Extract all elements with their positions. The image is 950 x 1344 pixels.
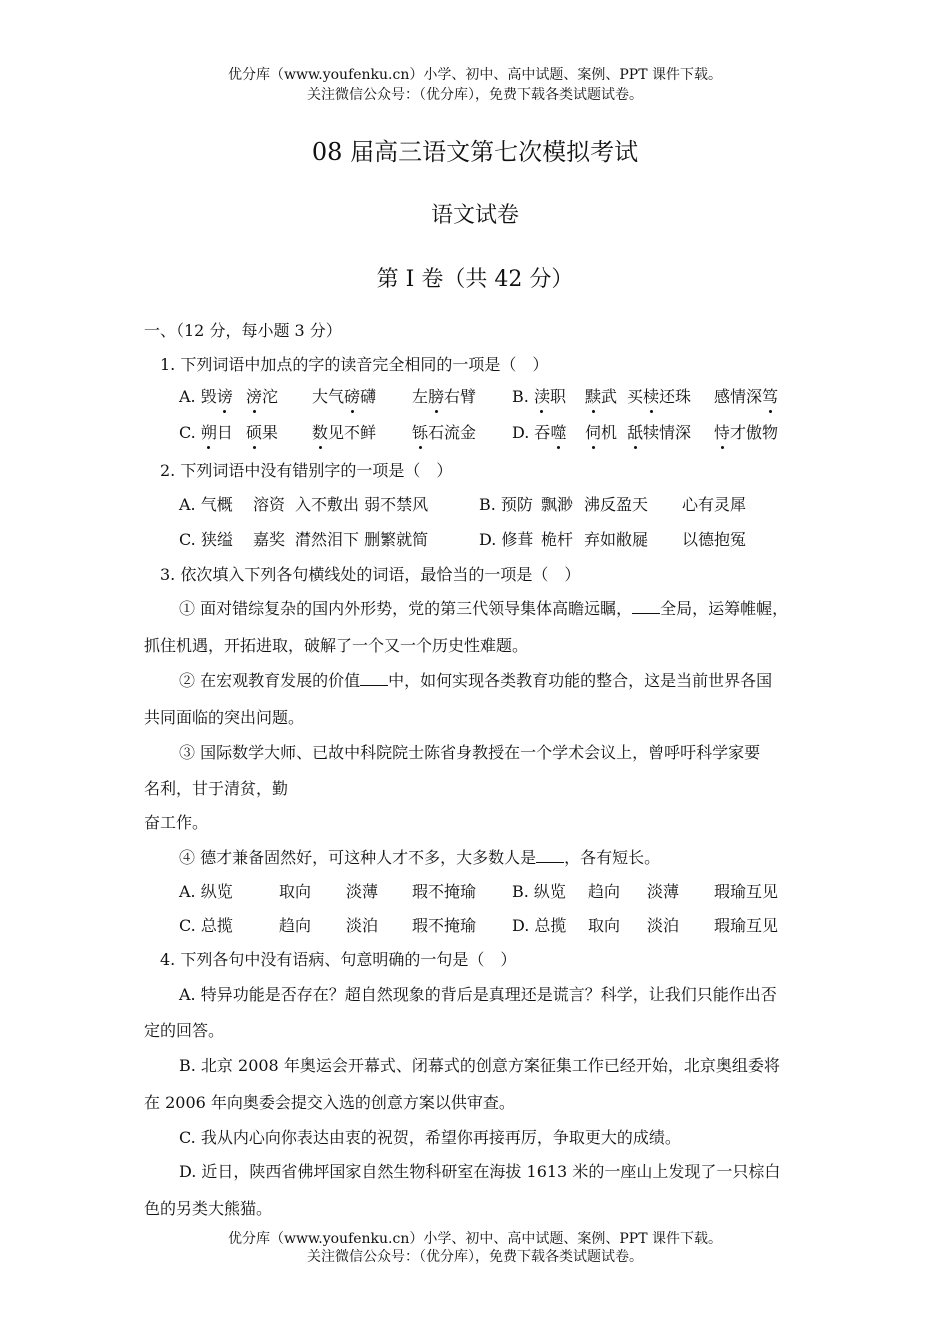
q3-option-a-word4: 瑕不掩瑜: [412, 882, 477, 901]
footer-line-1: 优分库（www.youfenku.cn）小学、初中、高中试题、案例、PPT 课件下载。: [227, 1231, 722, 1247]
q2-option-b-word2: 飘渺: [541, 495, 574, 514]
q3-option-b-word3: 淡薄: [647, 882, 680, 901]
q4-option-d-cont: 色的另类大熊猫。: [144, 1199, 273, 1218]
q2-option-a-word1: A. 气概: [179, 495, 233, 514]
q1-option-b-word2: 黩武: [585, 384, 617, 407]
q2-option-d-word2: 桅杆: [541, 530, 574, 549]
q1-option-a-word3: 大气磅礴: [312, 384, 376, 407]
q3-sentence-1: ① 面对错综复杂的国内外形势，党的第三代领导集体高瞻远瞩， 全局，运筹帷幄，: [179, 599, 789, 618]
q3-sentence-2-cont: 共同面临的突出问题。: [144, 708, 305, 727]
q3-option-c-word1: C. 总揽: [179, 916, 233, 935]
q4-option-b: B. 北京 2008 年奥运会开幕式、闭幕式的创意方案征集工作已经开始，北京奥组委将: [179, 1056, 780, 1075]
q3-option-d-word2: 取向: [588, 916, 621, 935]
q3-option-d-word3: 淡泊: [647, 916, 680, 935]
q4-option-c: C. 我从内心向你表达由衷的祝贺，希望你再接再厉，争取更大的成绩。: [179, 1128, 681, 1147]
q2-option-b-word3: 沸反盈天: [584, 495, 649, 514]
q2-option-d-word1: D. 修葺: [479, 530, 534, 549]
q2-option-c-word1: C. 狭缢: [179, 530, 233, 549]
q2-option-c-word3: 潸然泪下 删繁就简: [295, 530, 429, 549]
q3-sentence-4: ④ 德才兼备固然好，可这种人才不多，大多数人是 ，各有短长。: [179, 848, 661, 867]
q2-option-d-word3: 弃如敝屣: [584, 530, 649, 549]
volume-title: 第 I 卷（共 42 分）: [376, 267, 574, 292]
q2-option-b-word4: 心有灵犀: [682, 495, 747, 514]
q4-option-d: D. 近日，陕西省佛坪国家自然生物科研室在海拔 1613 米的一座山上发现了一只棕白: [179, 1162, 781, 1181]
q3-option-c-word2: 趋向: [279, 916, 312, 935]
q1-option-d-word3: 舐犊情深: [627, 420, 691, 443]
q1-option-b-word1: B. 渎职: [512, 384, 566, 407]
q1-option-b-word3: 买椟还珠: [627, 384, 691, 407]
q3-sentence-3-cont2: 奋工作。: [144, 813, 209, 832]
q2-option-b-word1: B. 预防: [479, 495, 533, 514]
q3-option-a-word2: 取向: [279, 882, 312, 901]
q3-option-b-word1: B. 纵览: [512, 882, 566, 901]
section-heading: 一、（12 分，每小题 3 分）: [144, 321, 342, 340]
q1-option-a-word1: A. 毁谤: [179, 384, 233, 407]
q3-option-d-word4: 瑕瑜互见: [714, 916, 779, 935]
q4-option-a: A. 特异功能是否存在？超自然现象的背后是真理还是谎言？科学，让我们只能作出否: [179, 985, 777, 1004]
q1-option-c-word4: 铄石流金: [412, 420, 476, 443]
q1-option-d-word2: 伺机: [585, 420, 617, 443]
footer-line-2: 关注微信公众号：（优分库），免费下载各类试题试卷。: [307, 1249, 643, 1265]
q3-option-b-word2: 趋向: [588, 882, 621, 901]
q4-option-b-cont: 在 2006 年向奥委会提交入选的创意方案以供审查。: [144, 1093, 515, 1112]
exam-title: 08 届高三语文第七次模拟考试: [311, 138, 639, 166]
q2-option-a-word3: 入不敷出 弱不禁风: [295, 495, 429, 514]
q3-sentence-1-cont: 抓住机遇，开拓进取，破解了一个又一个历史性难题。: [144, 636, 529, 655]
q2-option-a-word2: 溶资: [253, 495, 286, 514]
q2-option-c-word2: 嘉奖: [253, 530, 286, 549]
q2-option-d-word4: 以德抱冤: [682, 530, 747, 549]
q3-sentence-3: ③ 国际数学大师、已故中科院院士陈省身教授在一个学术会议上，曾呼吁科学家要: [179, 743, 761, 762]
q1-option-b-word4: 感情深笃: [714, 384, 778, 407]
question-3-stem: 3. 依次填入下列各句横线处的词语，最恰当的一项是（ ）: [160, 565, 581, 584]
q1-option-a-word4: 左膀右臂: [412, 384, 476, 407]
question-2-stem: 2. 下列词语中没有错别字的一项是（ ）: [160, 461, 453, 480]
q3-option-a-word3: 淡薄: [346, 882, 379, 901]
header-line-2: 关注微信公众号：（优分库），免费下载各类试题试卷。: [307, 87, 643, 103]
q3-option-d-word1: D. 总揽: [512, 916, 567, 935]
q1-option-a-word2: 滂沱: [246, 384, 278, 407]
q1-option-d-word4: 恃才傲物: [714, 420, 778, 443]
q3-option-a-word1: A. 纵览: [179, 882, 233, 901]
q1-option-c-word1: C. 朔日: [179, 420, 233, 443]
q3-sentence-2: ② 在宏观教育发展的价值 中，如何实现各类教育功能的整合，这是当前世界各国: [179, 671, 773, 690]
question-1-stem: 1. 下列词语中加点的字的读音完全相同的一项是（ ）: [160, 355, 549, 374]
q1-option-c-word2: 硕果: [246, 420, 278, 443]
q3-option-b-word4: 瑕瑜互见: [714, 882, 779, 901]
exam-subtitle: 语文试卷: [430, 203, 519, 228]
header-line-1: 优分库（www.youfenku.cn）小学、初中、高中试题、案例、PPT 课件下载。: [227, 67, 722, 83]
q1-option-c-word3: 数见不鲜: [312, 420, 376, 443]
q1-option-d-word1: D. 吞噬: [512, 420, 566, 443]
q3-option-c-word3: 淡泊: [346, 916, 379, 935]
question-4-stem: 4. 下列各句中没有语病、句意明确的一句是（ ）: [160, 950, 517, 969]
q4-option-a-cont: 定的回答。: [144, 1021, 225, 1040]
q3-sentence-3-cont: 名利，甘于清贫，勤: [144, 779, 289, 798]
q3-option-c-word4: 瑕不掩瑜: [412, 916, 477, 935]
